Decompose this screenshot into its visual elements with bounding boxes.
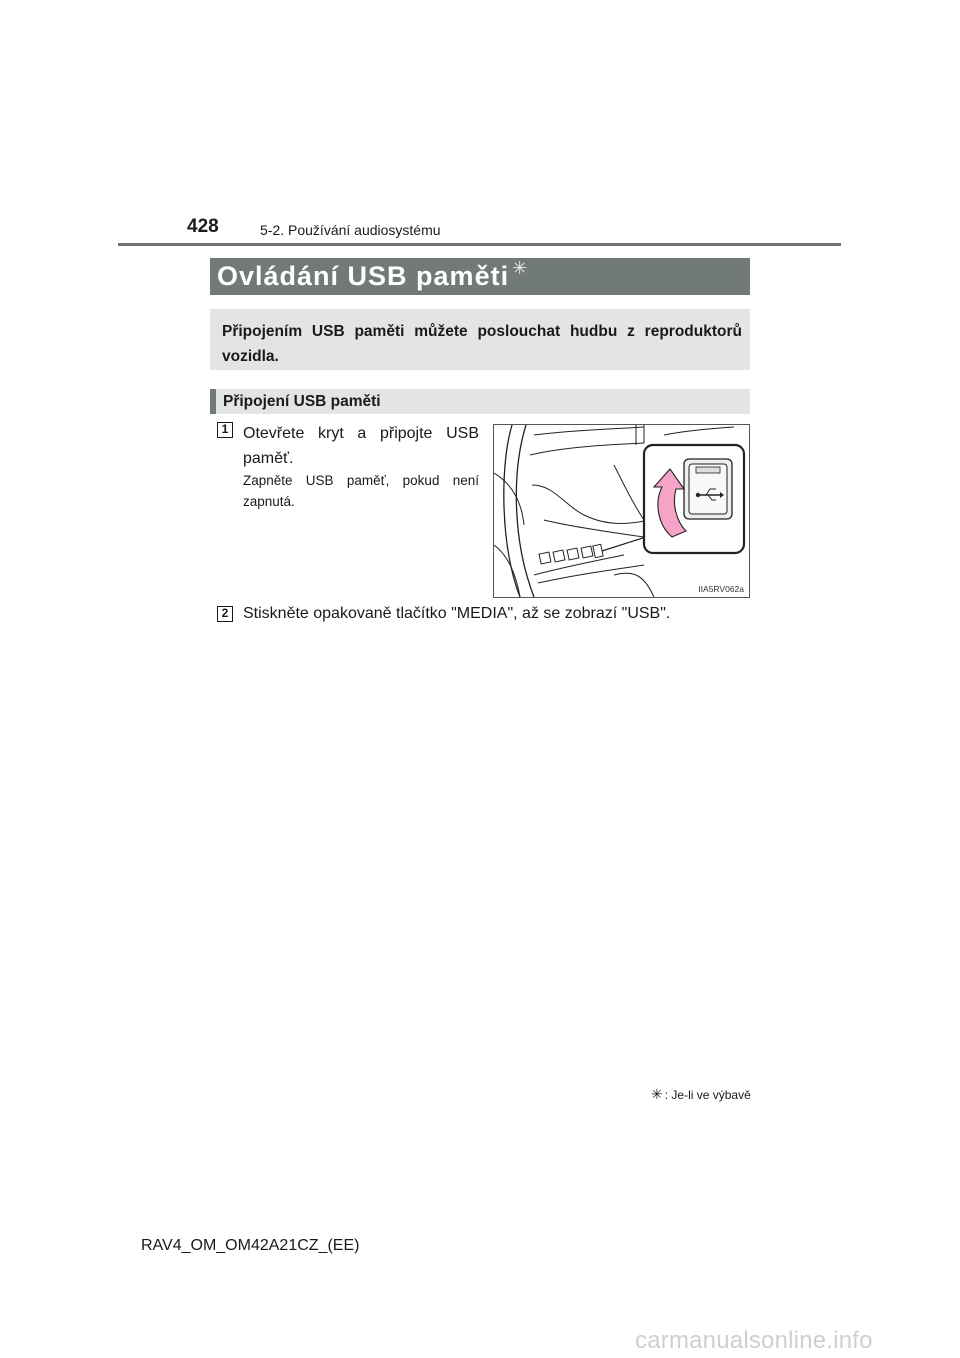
subsection-heading: [210, 389, 750, 414]
document-code: RAV4_OM_OM42A21CZ_(EE): [141, 1237, 360, 1254]
footnote: [651, 1086, 751, 1103]
step-2-text: Stiskněte opakovaně tlačítko "MEDIA", až se zobrazí "USB".: [243, 605, 671, 622]
page-title: Ovládání USB paměti: [217, 261, 510, 291]
illustration-code: IIA5RV062a: [698, 584, 744, 594]
intro-box: Připojením USB paměti můžete poslouchat hudbu z reproduktorů vozidla.: [210, 309, 750, 370]
footnote-mark: ✳: [651, 1086, 663, 1102]
subsection-heading-text: Připojení USB paměti: [223, 392, 381, 410]
step-1-text: Otevřete kryt a připojte USB paměť.: [243, 425, 479, 467]
optional-equipment-mark: ✳: [512, 258, 528, 278]
dashboard-drawing: [494, 425, 749, 597]
footnote-text: : Je-li ve výbavě: [664, 1087, 751, 1102]
watermark: carmanualsonline.info: [635, 1327, 873, 1354]
step-1-note: Zapněte USB paměť, pokud není zapnutá.: [243, 473, 479, 509]
usb-port-illustration: [493, 424, 750, 598]
page-number: 428: [187, 216, 219, 237]
page-title-bar: [210, 258, 750, 295]
usb-port-icon: [684, 459, 732, 519]
section-title: 5-2. Používání audiosystému: [260, 222, 441, 238]
step-1-badge: 1: [217, 422, 233, 438]
header-rule: [118, 243, 841, 246]
step-2-badge: 2: [217, 606, 233, 622]
